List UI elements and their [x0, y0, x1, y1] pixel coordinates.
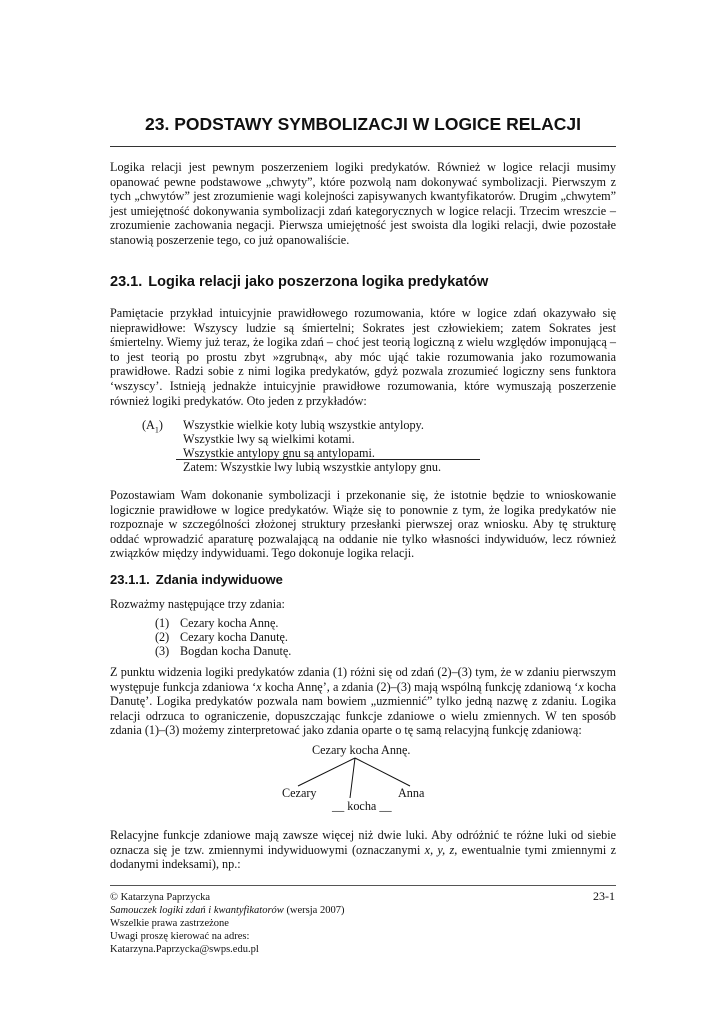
subsection-lead: Rozważmy następujące trzy zdania: — [110, 597, 285, 611]
subsection-title: Zdania indywiduowe — [155, 572, 283, 587]
list-item-number: (2) — [155, 630, 170, 644]
branch-right — [355, 758, 410, 786]
list-item-text: Cezary kocha Annę. — [180, 616, 279, 630]
list-item-number: (3) — [155, 644, 170, 658]
footer-copyright: © Katarzyna Paprzycka — [110, 892, 211, 903]
diagram-root-sentence: Cezary kocha Annę. — [312, 743, 411, 757]
footer-book-title: Samouczek logiki zdań i kwantyfikatorów — [110, 905, 284, 916]
section-number: 23.1. — [110, 274, 143, 290]
subsection-heading — [110, 572, 283, 587]
section-title: Logika relacji jako poszerzona logika predykatów — [148, 274, 489, 290]
intro-paragraph: Logika relacji jest pewnym poszerzeniem logiki predykatów. Również w logice relacji musimy opanować pewne podstawowe „chwyty”, które pozwolą nam dokonywać symbolizacji. Pierwszym z tych „chwytów” jest zrozumienie wagi kolejności zapisywanych kwantyfikatorów. Drugim „chwytem” jest umiejętność dokonywania symbolizacji zdań kategorycznych w logice relacji. Trzecim wreszcie – zrozumienie zachowania negacji. Pierwsza umiejętność jest swoista dla logiki relacji, dwie pozostałe stanowią poszerzenie tego, co już opanowaliście. — [110, 160, 616, 247]
diagram-left-name: Cezary — [282, 786, 317, 800]
premise-3: Wszystkie antylopy gnu są antylopami. — [183, 446, 375, 460]
conclusion: Zatem: Wszystkie lwy lubią wszystkie antylopy gnu. — [183, 460, 442, 474]
section-paragraph-1: Pamiętacie przykład intuicyjnie prawidłowego rozumowania, które w logice zdań okazywało się nieprawidłowe: Wszyscy ludzie są śmiertelni; Sokrates jest człowiekiem; zatem Sokrates jest śmiertelny. Wiemy już teraz, że logika zdań – choć jest teorią logiczną z wielu względów imponującą – to jest teorią po prostu zbyt »zgrubną«, aby móc ująć takie rozumowania jako rozumowania prawidłowe. Radzi sobie z nimi logika predykatów, gdyż pozwala zrozumieć logiczny sens funktora ‘wszyscy’. Istnieją jednakże intuicyjnie prawidłowe rozumowania, które wymuszają poszerzenie również logiki predykatów. Oto jeden z przykładów: — [110, 306, 616, 408]
diagram-relation: __ kocha __ — [332, 799, 392, 813]
footer-rule — [110, 885, 616, 886]
footer-email[interactable]: Katarzyna.Paprzycka@swps.edu.pl — [110, 944, 259, 955]
list-item-text: Cezary kocha Danutę. — [180, 630, 288, 644]
footer-book — [110, 904, 344, 917]
footer-rights: Wszelkie prawa zastrzeżone — [110, 918, 229, 929]
section-paragraph-2: Pozostawiam Wam dokonanie symbolizacji i przekonanie się, że istotnie będzie to wnioskowanie logicznie prawidłowe w logice predykatów. Wiąże się to ponownie z tym, że logika predykatów nie rozpoznaje w szczególności złożonej struktury przesłanki pierwszej oraz wniosku. Aby tę strukturę oddać wprowadzić aparaturę pozwalającą na oddanie nie tylko własności indywiduów, lecz również związków między indywiduami. Tego dokonuje logika relacji. — [110, 488, 616, 561]
diagram-right-name: Anna — [398, 786, 425, 800]
footer-version: (wersja 2007) — [283, 905, 345, 916]
title-rule — [110, 146, 616, 147]
section-heading — [110, 274, 488, 290]
subsection-paragraph-4: Relacyjne funkcje zdaniowe mają zawsze więcej niż dwie luki. Aby odróżnić te różne luki od siebie oznacza się je tzw. zmiennymi indywiduowymi (oznaczanymi x, y, z, ewentualnie tymi zmiennymi z dodanymi indeksami), np.: — [110, 828, 617, 872]
subsection-number: 23.1.1. — [110, 572, 150, 587]
subsection-paragraph-3: Z punktu widzenia logiki predykatów zdania (1) różni się od zdań (2)–(3) tym, że w zdaniu pierwszym występuje funkcja zdaniowa ‘x kocha Annę’, a zdania (2)–(3) mają wspólną funkcję zdaniową ‘x kocha Danutę’. Logika predykatów pozwala nam bowiem „uzmiennić” tylko jedną nazwę z zdaniu. Logika relacji odrzuca to ograniczenie, dopuszczając funkcje zdaniowe o wielu zmiennych. W ten sposób zdania (1)–(3) możemy zinterpretować jako zdania oparte o tę samą relacyjną funkcję zdaniową: — [110, 665, 617, 738]
page-number: 23-1 — [593, 889, 615, 903]
branch-center — [350, 758, 355, 798]
premise-2: Wszystkie lwy są wielkimi kotami. — [183, 432, 355, 446]
list-item-text: Bogdan kocha Danutę. — [180, 644, 292, 658]
footer-contact-lead: Uwagi proszę kierować na adres: — [110, 931, 250, 942]
premise-1: Wszystkie wielkie koty lubią wszystkie antylopy. — [183, 418, 424, 432]
branch-left — [298, 758, 355, 786]
page-title: 23. PODSTAWY SYMBOLIZACJI W LOGICE RELACJI — [145, 114, 581, 134]
argument-label: $(A_1)$ — [142, 418, 163, 435]
list-item-number: (1) — [155, 616, 170, 630]
